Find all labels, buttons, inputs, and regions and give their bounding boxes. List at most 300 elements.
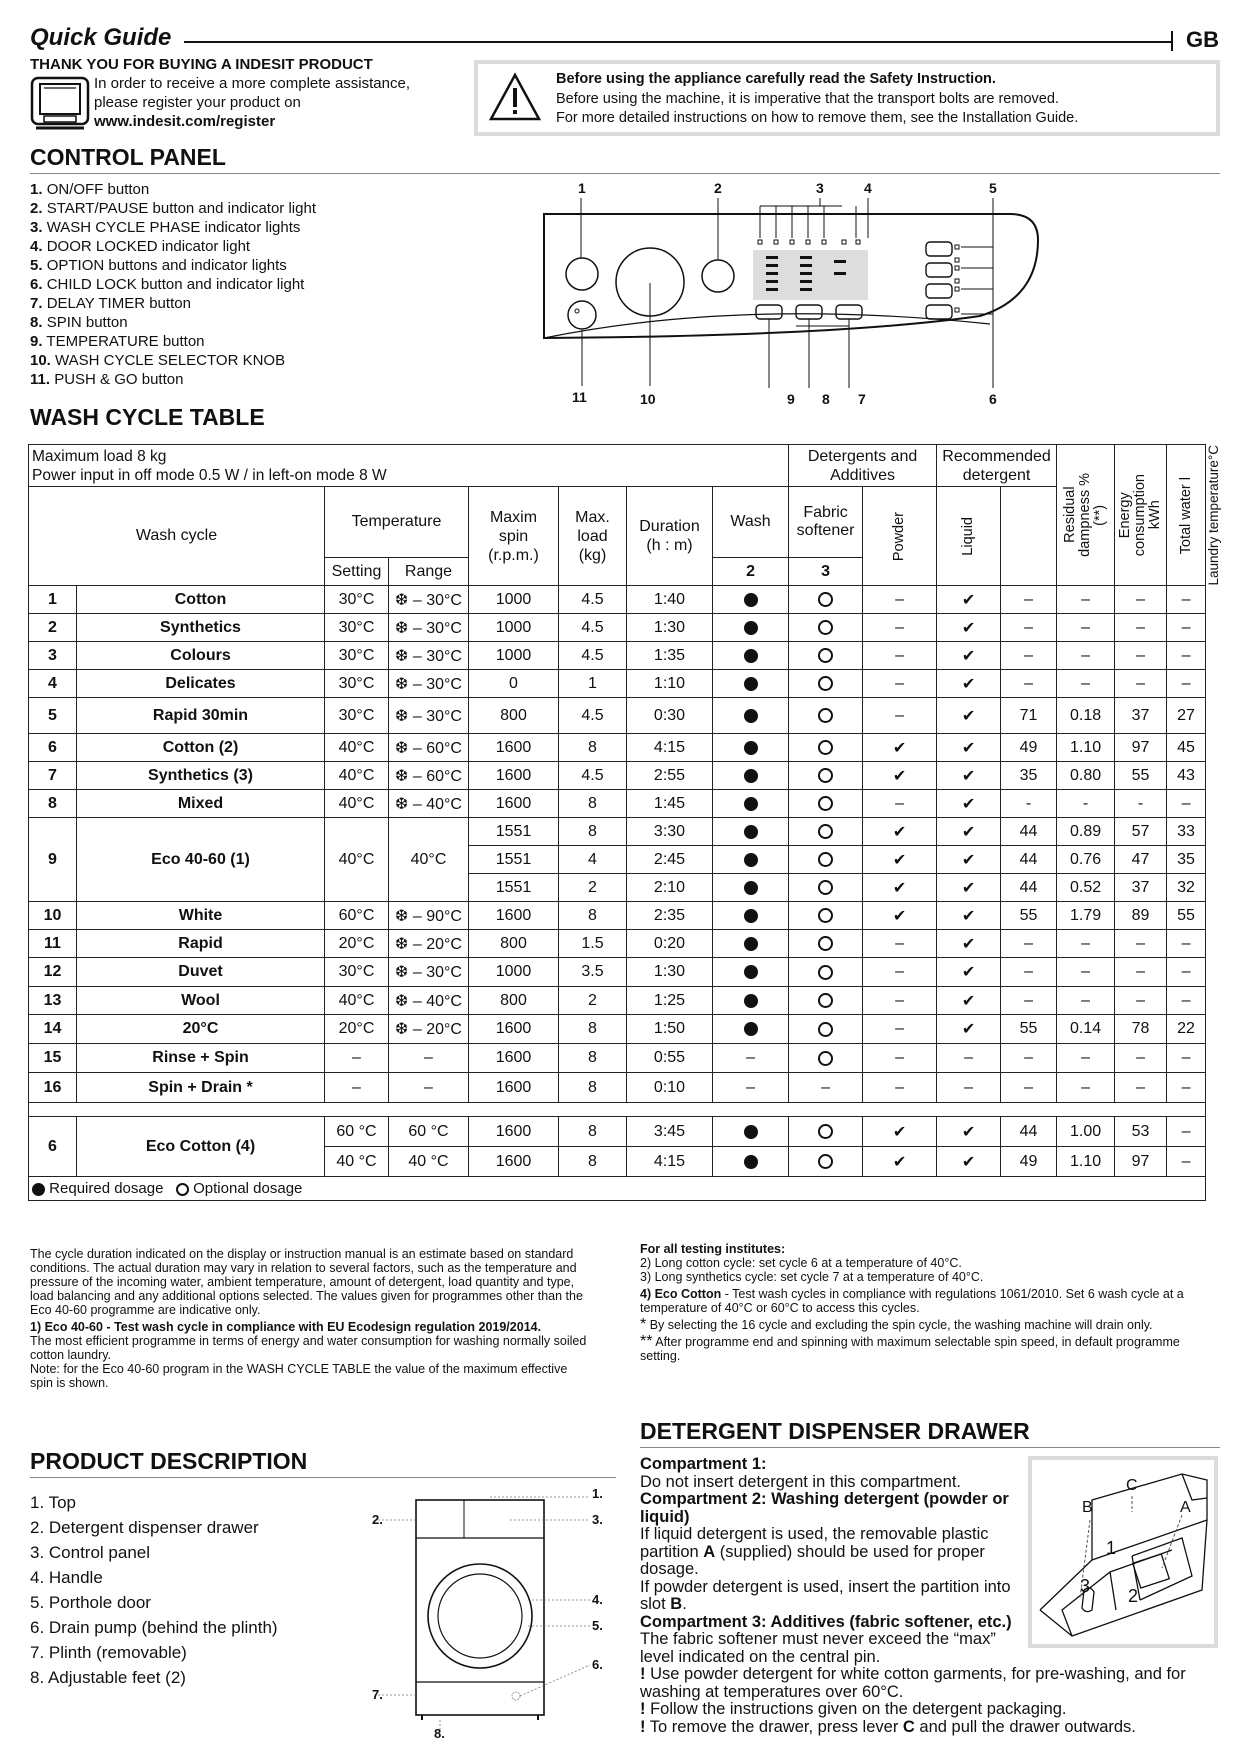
item-number: 1. bbox=[30, 181, 43, 198]
temp-range: ❆ – 30°C bbox=[389, 642, 469, 670]
powder: ✔ bbox=[863, 874, 937, 902]
temp-setting: 40°C bbox=[325, 818, 389, 902]
duration: 3:45 bbox=[627, 1117, 713, 1147]
temp-setting: 60°C bbox=[325, 902, 389, 930]
softener-dosage bbox=[789, 846, 863, 874]
exclamation-icon: ! bbox=[640, 1700, 646, 1718]
required-dosage-icon bbox=[744, 709, 758, 723]
control-panel-item bbox=[30, 199, 316, 218]
max-spin: 1551 bbox=[469, 818, 559, 846]
residual-header bbox=[1057, 445, 1115, 586]
total-water: 97 bbox=[1115, 734, 1167, 762]
softener-dosage bbox=[789, 818, 863, 846]
liquid: ✔ bbox=[937, 846, 1001, 874]
powder: ✔ bbox=[863, 1117, 937, 1147]
max-spin: 800 bbox=[469, 987, 559, 1015]
liquid: ✔ bbox=[937, 642, 1001, 670]
max-load: 4.5 bbox=[559, 642, 627, 670]
item-number: 3. bbox=[30, 219, 43, 236]
register-text bbox=[94, 74, 410, 131]
note-bold: 1) Eco 40-60 - Test wash cycle in compliance with EU Ecodesign regulation 2019/2014. bbox=[30, 1320, 542, 1334]
total-water: 89 bbox=[1115, 902, 1167, 930]
table-row bbox=[29, 586, 1206, 614]
powder: – bbox=[863, 1073, 937, 1103]
liquid: ✔ bbox=[937, 1015, 1001, 1044]
softener-dosage bbox=[789, 790, 863, 818]
laundry-temp: – bbox=[1167, 642, 1206, 670]
temp-range: – bbox=[389, 1044, 469, 1073]
temp-setting: 30°C bbox=[325, 642, 389, 670]
energy: 0.52 bbox=[1057, 874, 1115, 902]
cycle-name: Colours bbox=[77, 642, 325, 670]
softener-dosage: – bbox=[789, 1073, 863, 1103]
optional-dosage-icon bbox=[818, 880, 833, 895]
max-load: 8 bbox=[559, 1147, 627, 1177]
cycle-name: Wool bbox=[77, 987, 325, 1015]
softener-dosage bbox=[789, 1044, 863, 1073]
cycle-number: 15 bbox=[29, 1044, 77, 1073]
callout-label: 8. bbox=[434, 1726, 445, 1740]
residual-dampness: – bbox=[1001, 642, 1057, 670]
wash-dosage bbox=[713, 614, 789, 642]
diagram-label: 9 bbox=[787, 391, 795, 407]
temp-range: – bbox=[389, 1073, 469, 1103]
optional-dosage-icon bbox=[818, 852, 833, 867]
note-paragraph: The cycle duration indicated on the display or instruction manual is an estimate based on standard conditions. The actual duration may vary in relation to several factors, such as the temperature and pressure of the incoming water, ambient temperature, amount of detergent, load quantity and type, load balancing and any additional options selected. The values given for programmes other than the Eco 40-60 programme are indicative only. bbox=[30, 1247, 583, 1317]
item-number: 5. bbox=[30, 257, 43, 274]
temp-setting: – bbox=[325, 1073, 389, 1103]
softener-dosage bbox=[789, 1147, 863, 1177]
wash-dosage bbox=[713, 846, 789, 874]
laundry-temp: – bbox=[1167, 1117, 1206, 1147]
max-spin: 1600 bbox=[469, 1117, 559, 1147]
residual-dampness: 49 bbox=[1001, 1147, 1057, 1177]
required-dosage-icon bbox=[744, 741, 758, 755]
header-text: Max. bbox=[575, 508, 610, 526]
temp-range: 40 °C bbox=[389, 1147, 469, 1177]
product-part-item: 8. Adjustable feet (2) bbox=[30, 1668, 186, 1687]
total-water: 47 bbox=[1115, 846, 1167, 874]
powder: ✔ bbox=[863, 846, 937, 874]
register-line: In order to receive a more complete assistance, bbox=[94, 75, 410, 92]
laundry-temp: 45 bbox=[1167, 734, 1206, 762]
control-panel-item bbox=[30, 313, 316, 332]
total-water: 78 bbox=[1115, 1015, 1167, 1044]
energy: – bbox=[1057, 987, 1115, 1015]
notes-left bbox=[30, 1247, 590, 1390]
wash-dosage bbox=[713, 698, 789, 734]
diagram-label: 11 bbox=[572, 389, 587, 405]
optional-dosage-icon bbox=[818, 620, 833, 635]
exclamation-icon: ! bbox=[640, 1717, 646, 1736]
temp-range: ❆ – 30°C bbox=[389, 614, 469, 642]
table-row bbox=[29, 1044, 1206, 1073]
legend-cell bbox=[29, 1177, 1206, 1201]
item-label: PUSH & GO button bbox=[54, 371, 184, 388]
max-load: 4 bbox=[559, 846, 627, 874]
total-water: – bbox=[1115, 958, 1167, 987]
residual-dampness: 71 bbox=[1001, 698, 1057, 734]
cycle-number: 13 bbox=[29, 987, 77, 1015]
note-title: For all testing institutes: bbox=[640, 1242, 786, 1256]
softener-dosage bbox=[789, 958, 863, 987]
optional-dosage-icon bbox=[818, 1051, 833, 1066]
wash-dosage bbox=[713, 987, 789, 1015]
max-spin: 1551 bbox=[469, 874, 559, 902]
required-dosage-icon bbox=[744, 1125, 758, 1139]
duration: 0:10 bbox=[627, 1073, 713, 1103]
powder: – bbox=[863, 1015, 937, 1044]
item-number: 11. bbox=[30, 371, 51, 388]
liquid: ✔ bbox=[937, 818, 1001, 846]
optional-dosage-icon bbox=[176, 1183, 189, 1196]
partition-a-label: A bbox=[703, 1542, 716, 1561]
callout-label: 7. bbox=[372, 1687, 383, 1702]
control-panel-item bbox=[30, 218, 316, 237]
temp-setting: 30°C bbox=[325, 958, 389, 987]
powder: ✔ bbox=[863, 734, 937, 762]
laundry-temp: – bbox=[1167, 586, 1206, 614]
energy: – bbox=[1057, 642, 1115, 670]
duration: 1:25 bbox=[627, 987, 713, 1015]
max-load: 8 bbox=[559, 734, 627, 762]
cycle-name: Duvet bbox=[77, 958, 325, 987]
table-row bbox=[29, 614, 1206, 642]
diagram-label: 4 bbox=[864, 180, 872, 196]
laundry-temp: 27 bbox=[1167, 698, 1206, 734]
total-water: 37 bbox=[1115, 874, 1167, 902]
liquid: ✔ bbox=[937, 734, 1001, 762]
required-dosage-icon bbox=[744, 649, 758, 663]
tip-text: Use powder detergent for white cotton garments, for pre-washing, and for washing at temperatures over 60°C. bbox=[640, 1665, 1186, 1701]
laundry-temp: – bbox=[1167, 958, 1206, 987]
required-dosage-icon bbox=[744, 994, 758, 1008]
temp-setting: 30°C bbox=[325, 670, 389, 698]
softener-dosage bbox=[789, 734, 863, 762]
table-row bbox=[29, 902, 1206, 930]
temp-setting: 30°C bbox=[325, 586, 389, 614]
note-text: - Test wash cycles in compliance with regulations 1061/2010. Set 6 wash cycle at a temperature of 40°C or 60°C to access this cycles. bbox=[640, 1287, 1184, 1315]
duration: 0:30 bbox=[627, 698, 713, 734]
register-url[interactable]: www.indesit.com/register bbox=[94, 113, 276, 130]
max-spin: 1600 bbox=[469, 1147, 559, 1177]
table-row bbox=[29, 1015, 1206, 1044]
total-water: – bbox=[1115, 987, 1167, 1015]
temp-setting: 20°C bbox=[325, 930, 389, 958]
liquid: ✔ bbox=[937, 1147, 1001, 1177]
temp-range: ❆ – 30°C bbox=[389, 958, 469, 987]
spacer-cell bbox=[29, 1103, 1206, 1117]
energy: 1.10 bbox=[1057, 1147, 1115, 1177]
wash-dosage bbox=[713, 874, 789, 902]
liquid: – bbox=[937, 1073, 1001, 1103]
required-dosage-icon bbox=[744, 825, 758, 839]
wash-dosage: – bbox=[713, 1073, 789, 1103]
cycle-number: 8 bbox=[29, 790, 77, 818]
control-panel-item bbox=[30, 351, 316, 370]
control-panel-diagram bbox=[540, 178, 1060, 410]
liquid: ✔ bbox=[937, 790, 1001, 818]
diagram-label: 10 bbox=[640, 391, 656, 407]
wash-dosage bbox=[713, 958, 789, 987]
item-label: DELAY TIMER button bbox=[46, 295, 191, 312]
softener-dosage bbox=[789, 586, 863, 614]
table-row bbox=[29, 987, 1206, 1015]
duration: 0:55 bbox=[627, 1044, 713, 1073]
temp-setting: 30°C bbox=[325, 614, 389, 642]
powder: ✔ bbox=[863, 1147, 937, 1177]
softener-header bbox=[789, 487, 863, 558]
notes-right bbox=[640, 1242, 1220, 1363]
required-dosage-icon bbox=[744, 797, 758, 811]
thanks-text: THANK YOU FOR BUYING A INDESIT PRODUCT bbox=[30, 56, 373, 73]
header-text: (h : m) bbox=[646, 537, 693, 555]
diagram-label: 6 bbox=[989, 391, 997, 407]
residual-dampness: 44 bbox=[1001, 846, 1057, 874]
header-text: Duration bbox=[639, 518, 700, 536]
residual-dampness: – bbox=[1001, 1044, 1057, 1073]
duration: 1:45 bbox=[627, 790, 713, 818]
cycle-number: 6 bbox=[29, 1117, 77, 1177]
header-text: load bbox=[577, 527, 608, 545]
max-spin: 1000 bbox=[469, 586, 559, 614]
table-spacer-row bbox=[29, 1103, 1206, 1117]
required-dosage-icon bbox=[744, 1022, 758, 1036]
required-dosage-icon bbox=[744, 881, 758, 895]
laundry-temp: 22 bbox=[1167, 1015, 1206, 1044]
energy: 1.79 bbox=[1057, 902, 1115, 930]
safety-box bbox=[474, 60, 1220, 136]
laundry-temp: 35 bbox=[1167, 846, 1206, 874]
washing-machine-diagram bbox=[360, 1480, 620, 1740]
laundry-temp: 33 bbox=[1167, 818, 1206, 846]
table-row bbox=[29, 670, 1206, 698]
header-text: Fabric bbox=[803, 504, 848, 522]
control-panel-item bbox=[30, 256, 316, 275]
energy: – bbox=[1057, 1044, 1115, 1073]
computer-icon bbox=[30, 76, 90, 132]
duration: 1:10 bbox=[627, 670, 713, 698]
optional-dosage-icon bbox=[818, 936, 833, 951]
residual-dampness: – bbox=[1001, 958, 1057, 987]
optional-dosage-icon bbox=[818, 993, 833, 1008]
powder: ✔ bbox=[863, 818, 937, 846]
item-label: ON/OFF button bbox=[46, 181, 150, 198]
product-description-list bbox=[30, 1490, 278, 1690]
callout-label: 6. bbox=[592, 1657, 603, 1672]
cycle-name: Cotton (2) bbox=[77, 734, 325, 762]
table-header-row bbox=[29, 487, 1206, 558]
laundry-temp: – bbox=[1167, 930, 1206, 958]
header-text: Energy consumption kWh bbox=[1117, 474, 1164, 557]
softener-dosage bbox=[789, 698, 863, 734]
header-text: Powder bbox=[891, 511, 908, 561]
duration: 2:35 bbox=[627, 902, 713, 930]
wash-dosage bbox=[713, 734, 789, 762]
softener-dosage bbox=[789, 1015, 863, 1044]
diagram-label: 2 bbox=[714, 180, 722, 196]
max-load: 2 bbox=[559, 874, 627, 902]
text: If powder detergent is used, insert the partition into slot bbox=[640, 1577, 1011, 1613]
max-load: Maximum load 8 kg bbox=[32, 447, 167, 465]
control-panel-item bbox=[30, 237, 316, 256]
cycle-name: Eco Cotton (4) bbox=[77, 1117, 325, 1177]
wash-dosage bbox=[713, 670, 789, 698]
laundry-temp: – bbox=[1167, 987, 1206, 1015]
energy: 0.80 bbox=[1057, 762, 1115, 790]
residual-dampness: 44 bbox=[1001, 874, 1057, 902]
temp-setting: – bbox=[325, 1044, 389, 1073]
powder: – bbox=[863, 698, 937, 734]
temp-setting: 40 °C bbox=[325, 1147, 389, 1177]
laundry-temp: 43 bbox=[1167, 762, 1206, 790]
header-text: Maxim bbox=[489, 508, 538, 526]
header-text: Recommended bbox=[942, 447, 1051, 465]
callout-label: 1. bbox=[592, 1486, 603, 1501]
table-row bbox=[29, 734, 1206, 762]
laundry-temp: – bbox=[1167, 1044, 1206, 1073]
duration: 0:20 bbox=[627, 930, 713, 958]
max-load: 8 bbox=[559, 902, 627, 930]
tip-text: To remove the drawer, press lever bbox=[649, 1717, 903, 1736]
total-water: 97 bbox=[1115, 1147, 1167, 1177]
control-panel-heading: CONTROL PANEL bbox=[30, 144, 226, 170]
star-mark: * bbox=[640, 1316, 647, 1333]
safety-bold: Before using the appliance carefully read the Safety Instruction. bbox=[556, 71, 996, 87]
wash-dosage bbox=[713, 762, 789, 790]
header-text: Total water l bbox=[1177, 476, 1194, 554]
cycle-name: Synthetics bbox=[77, 614, 325, 642]
softener-dosage bbox=[789, 614, 863, 642]
product-part-item: 1. Top bbox=[30, 1493, 77, 1512]
product-description-heading: PRODUCT DESCRIPTION bbox=[30, 1448, 308, 1474]
powder: – bbox=[863, 1044, 937, 1073]
wash-cycle-header: Wash cycle bbox=[29, 487, 325, 586]
powder: – bbox=[863, 586, 937, 614]
power-input: Power input in off mode 0.5 W / in left-on mode 8 W bbox=[32, 466, 387, 484]
total-water: – bbox=[1115, 1073, 1167, 1103]
max-spin: 1600 bbox=[469, 734, 559, 762]
drawer-label: A bbox=[1180, 1499, 1191, 1516]
wash-dosage bbox=[713, 1147, 789, 1177]
header-text: (kg) bbox=[578, 546, 607, 564]
temp-range: 60 °C bbox=[389, 1117, 469, 1147]
temp-range: ❆ – 30°C bbox=[389, 586, 469, 614]
cycle-name: White bbox=[77, 902, 325, 930]
total-water: 53 bbox=[1115, 1117, 1167, 1147]
max-load: 1 bbox=[559, 670, 627, 698]
temp-setting: 30°C bbox=[325, 698, 389, 734]
header-text: (r.p.m.) bbox=[488, 546, 539, 564]
slot-b-label: B bbox=[670, 1595, 683, 1613]
energy: – bbox=[1057, 958, 1115, 987]
wash-dosage bbox=[713, 790, 789, 818]
exclamation-icon: ! bbox=[640, 1665, 646, 1683]
residual-dampness: 44 bbox=[1001, 1117, 1057, 1147]
product-part-item: 5. Porthole door bbox=[30, 1593, 151, 1612]
duration: 1:30 bbox=[627, 958, 713, 987]
cycle-name: Eco 40-60 (1) bbox=[77, 818, 325, 902]
energy: 0.14 bbox=[1057, 1015, 1115, 1044]
cycle-number: 3 bbox=[29, 642, 77, 670]
energy: – bbox=[1057, 670, 1115, 698]
wash-dosage bbox=[713, 818, 789, 846]
compartment-title: Compartment 2: Washing detergent (powder or liquid) bbox=[640, 1490, 1009, 1526]
wash-compartment-number: 2 bbox=[713, 558, 789, 586]
cycle-number: 12 bbox=[29, 958, 77, 987]
liquid: ✔ bbox=[937, 614, 1001, 642]
item-label: OPTION buttons and indicator lights bbox=[46, 257, 287, 274]
duration: 1:35 bbox=[627, 642, 713, 670]
note-text: By selecting the 16 cycle and excluding the spin cycle, the washing machine will drain only. bbox=[646, 1318, 1153, 1332]
product-part-item: 6. Drain pump (behind the plinth) bbox=[30, 1618, 278, 1637]
legend-optional: Optional dosage bbox=[193, 1180, 303, 1198]
safety-line: Before using the machine, it is imperative that the transport bolts are removed. bbox=[556, 90, 1059, 107]
max-spin: 1000 bbox=[469, 958, 559, 987]
max-spin: 800 bbox=[469, 698, 559, 734]
wash-dosage bbox=[713, 642, 789, 670]
required-dosage-icon bbox=[744, 853, 758, 867]
total-water: – bbox=[1115, 930, 1167, 958]
max-load: 3.5 bbox=[559, 958, 627, 987]
energy: 0.89 bbox=[1057, 818, 1115, 846]
softener-dosage bbox=[789, 874, 863, 902]
optional-dosage-icon bbox=[818, 1154, 833, 1169]
residual-dampness: 49 bbox=[1001, 734, 1057, 762]
tip bbox=[640, 1701, 1230, 1719]
powder: ✔ bbox=[863, 762, 937, 790]
cycle-name: Mixed bbox=[77, 790, 325, 818]
control-panel-item bbox=[30, 370, 316, 389]
energy: 0.18 bbox=[1057, 698, 1115, 734]
diagram-label: 5 bbox=[989, 180, 997, 196]
powder: – bbox=[863, 614, 937, 642]
item-number: 7. bbox=[30, 295, 43, 312]
control-panel-item bbox=[30, 332, 316, 351]
star-mark: ** bbox=[640, 1333, 653, 1350]
note-line bbox=[640, 1335, 1220, 1363]
drawer-illustration-frame bbox=[1028, 1456, 1218, 1648]
liquid: ✔ bbox=[937, 1117, 1001, 1147]
total-water: 55 bbox=[1115, 762, 1167, 790]
text: (supplied) should be used for proper dosage. bbox=[640, 1542, 985, 1578]
softener-dosage bbox=[789, 762, 863, 790]
temp-setting: 40°C bbox=[325, 762, 389, 790]
compartment-text: If powder detergent is used, insert the partition into slot B. bbox=[640, 1577, 1011, 1613]
residual-dampness: – bbox=[1001, 586, 1057, 614]
cycle-number: 11 bbox=[29, 930, 77, 958]
total-water: – bbox=[1115, 670, 1167, 698]
wash-dosage bbox=[713, 1117, 789, 1147]
temp-range: ❆ – 20°C bbox=[389, 1015, 469, 1044]
table-row bbox=[29, 642, 1206, 670]
max-spin: 1000 bbox=[469, 642, 559, 670]
required-dosage-icon bbox=[744, 677, 758, 691]
softener-dosage bbox=[789, 642, 863, 670]
table-row bbox=[29, 818, 1206, 846]
item-label: CHILD LOCK button and indicator light bbox=[46, 276, 305, 293]
cycle-number: 2 bbox=[29, 614, 77, 642]
powder: – bbox=[863, 790, 937, 818]
header-text: Detergents and bbox=[807, 447, 918, 465]
register-line: please register your product on bbox=[94, 94, 301, 111]
item-label: WASH CYCLE PHASE indicator lights bbox=[46, 219, 301, 236]
duration: 3:30 bbox=[627, 818, 713, 846]
liquid: ✔ bbox=[937, 586, 1001, 614]
detergents-header bbox=[789, 445, 937, 487]
required-dosage-icon bbox=[744, 621, 758, 635]
max-load: 8 bbox=[559, 1117, 627, 1147]
